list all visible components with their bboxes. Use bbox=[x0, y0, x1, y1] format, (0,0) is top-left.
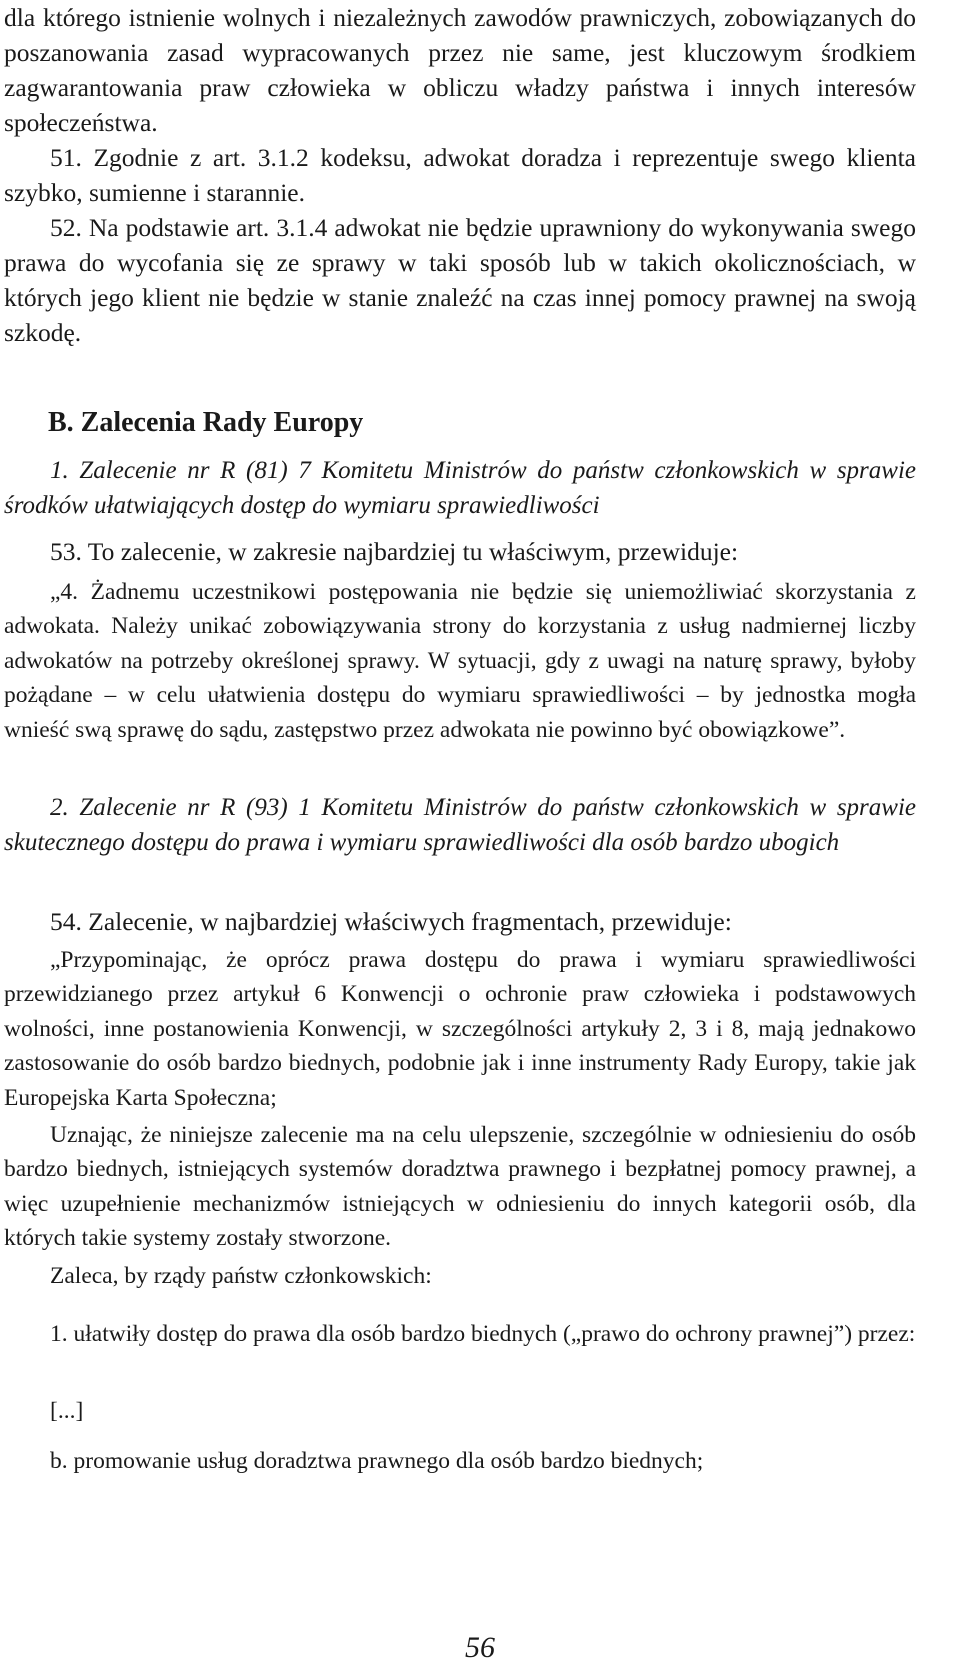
page-number: 56 bbox=[465, 1631, 495, 1664]
quote-uznajac: Uznając, że niniejsze zalecenie ma na celu ulepszenie, szczególnie w odniesieniu do osób bardzo biednych, istniejących systemów doradztwa prawnego i bezpłatnej pomocy prawnej, a więc uzupełnienie mechanizmów istniejących w odniesieniu do innych kategorii osób, dla których takie systemy zostały stworzone. bbox=[4, 1122, 916, 1252]
paragraph-52: 52. Na podstawie art. 3.1.4 adwokat nie będzie uprawniony do wykonywania swego prawa do wycofania się ze sprawy w taki sposób lub w takich okolicznościach, w których jego klient nie będzie w stanie znaleźć na czas innej pomocy prawnej na swoją szkodę. bbox=[4, 213, 916, 347]
recommendation-1-title: 1. Zalecenie nr R (81) 7 Komitetu Ministrów do państw członkowskich w sprawie środków ułatwiających dostęp do wymiaru sprawiedliwości bbox=[4, 457, 916, 519]
paragraph-54: 54. Zalecenie, w najbardziej właściwych fragmentach, przewiduje: bbox=[50, 907, 732, 936]
paragraph-53: 53. To zalecenie, w zakresie najbardziej tu właściwym, przewiduje: bbox=[50, 537, 739, 566]
ellipsis-omission: [...] bbox=[50, 1398, 84, 1424]
section-heading-b: B. Zalecenia Rady Europy bbox=[48, 407, 364, 438]
paragraph-51: 51. Zgodnie z art. 3.1.2 kodeksu, adwokat doradza i reprezentuje swego klienta szybko, sumienne i starannie. bbox=[4, 143, 916, 207]
quote-point-4: „4. Żadnemu uczestnikowi postępowania nie będzie się uniemożliwiać skorzystania z adwokata. Należy unikać zobowiązywania strony do korzystania z usług nadmiernej liczby adwokatów na potrzeby określonej sprawy. W sytuacji, gdy z uwagi na naturę sprawy, byłoby pożądane – w celu ułatwienia dostępu do wymiaru sprawiedliwości – by jednostka mogła wnieść swą sprawę do sądu, zastępstwo przez adwokata nie powinno być obowiązkowe”. bbox=[4, 579, 916, 743]
paragraph-intro: dla którego istnienie wolnych i niezależnych zawodów prawniczych, zobowiązanych do poszanowania zasad wypracowanych przez nie same, jest kluczowym środkiem zagwarantowania praw człowieka w obliczu władzy państwa i innych interesów społeczeństwa. bbox=[4, 3, 916, 137]
recommendation-2-title: 2. Zalecenie nr R (93) 1 Komitetu Ministrów do państw członkowskich w sprawie skutecznego dostępu do prawa i wymiaru sprawiedliwości dla osób bardzo ubogich bbox=[4, 794, 916, 856]
paragraph-zaleca: Zaleca, by rządy państw członkowskich: bbox=[50, 1263, 432, 1289]
list-item-b: b. promowanie usług doradztwa prawnego dla osób bardzo biednych; bbox=[50, 1448, 704, 1474]
list-item-1: 1. ułatwiły dostęp do prawa dla osób bardzo biednych („prawo do ochrony prawnej”) przez: bbox=[50, 1321, 916, 1347]
quote-przypominajac: „Przypominając, że oprócz prawa dostępu do prawa i wymiaru sprawiedliwości przewidzianego przez artykuł 6 Konwencji o ochronie praw człowieka i podstawowych wolności, inne postanowienia Konwencji, w szczególności artykuły 2, 3 i 8, mają jednakowo zastosowanie do osób bardzo biednych, podobnie jak i inne instrumenty Rady Europy, takie jak Europejska Karta Społeczna; bbox=[4, 947, 916, 1111]
